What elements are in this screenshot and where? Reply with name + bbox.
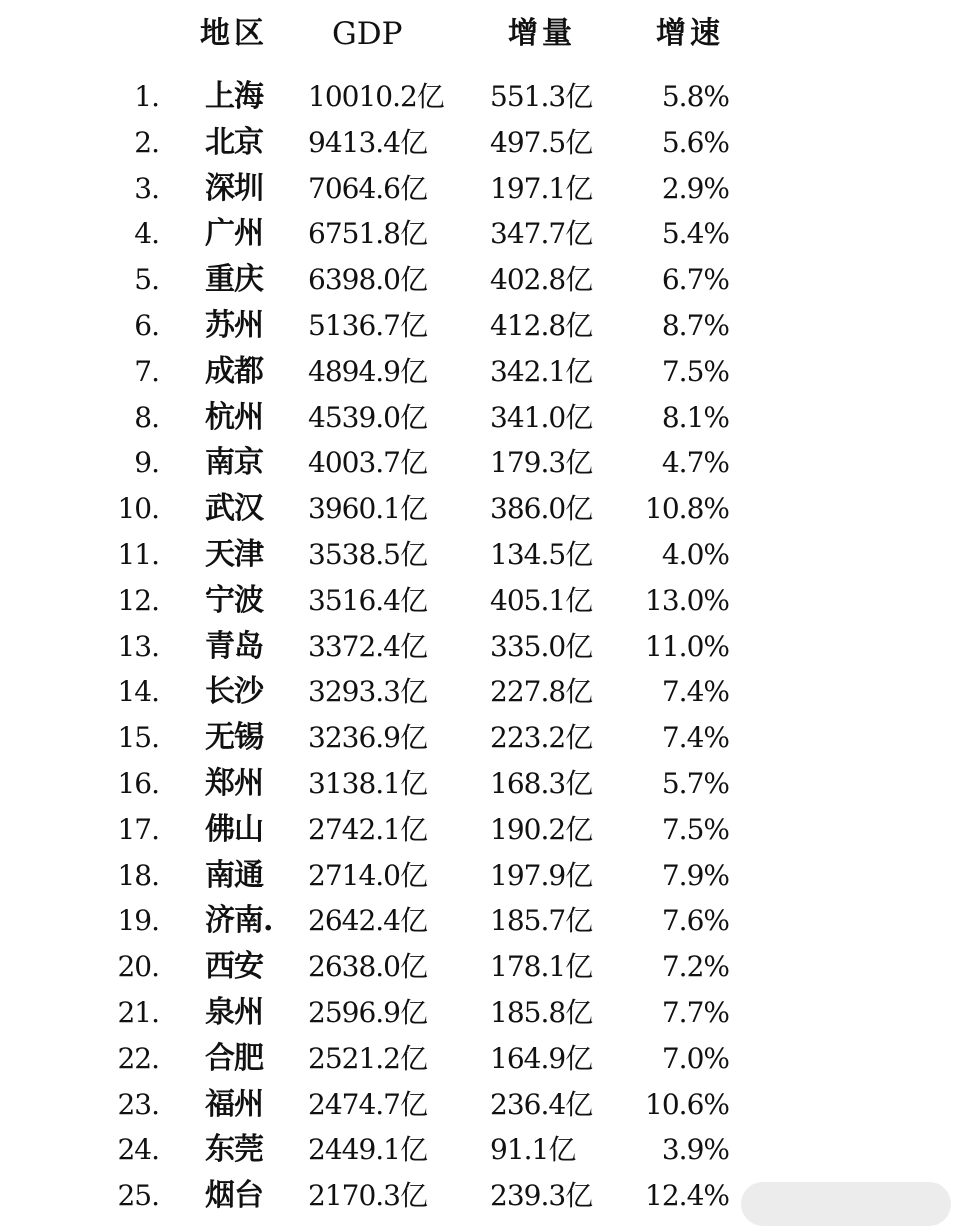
table-row (0, 990, 959, 1036)
table-row (0, 624, 959, 670)
rank-cell: 15. (117, 721, 159, 755)
table-row (0, 578, 959, 624)
rank-cell: 3. (134, 171, 159, 205)
gdp-cell: 10010.2亿 (308, 80, 444, 113)
increase-cell: 179.3亿 (490, 446, 593, 480)
city-cell: 武汉 (205, 491, 263, 527)
city-cell: 济南. (205, 903, 273, 939)
city-cell: 郑州 (205, 765, 263, 801)
growth-cell: 4.7% (661, 446, 729, 480)
gdp-cell: 2642.4亿 (308, 904, 427, 938)
gdp-cell: 6398.0亿 (308, 263, 427, 297)
gdp-cell: 3138.1亿 (308, 766, 427, 800)
increase-cell: 412.8亿 (490, 308, 593, 342)
rank-cell: 18. (117, 858, 159, 892)
city-cell: 长沙 (205, 674, 263, 710)
rank-cell: 4. (134, 217, 159, 251)
gdp-cell: 9413.4亿 (308, 125, 427, 159)
city-cell: 上海 (205, 79, 263, 114)
increase-cell: 335.0亿 (490, 629, 593, 663)
increase-cell: 197.9亿 (490, 858, 593, 892)
growth-cell: 7.5% (661, 812, 729, 846)
table-row (0, 1082, 959, 1128)
rank-cell: 20. (117, 950, 159, 984)
city-cell: 广州 (205, 216, 263, 252)
growth-cell: 2.9% (661, 171, 729, 205)
city-cell: 成都 (205, 353, 263, 389)
increase-cell: 185.8亿 (490, 995, 593, 1029)
table-row (0, 715, 959, 761)
growth-cell: 10.6% (645, 1087, 729, 1121)
city-cell: 合肥 (205, 1040, 263, 1076)
growth-cell: 7.0% (661, 1041, 729, 1075)
gdp-cell: 4894.9亿 (308, 354, 427, 388)
increase-cell: 236.4亿 (490, 1087, 593, 1121)
growth-cell: 4.0% (661, 537, 729, 571)
table-row (0, 257, 959, 303)
header-increase: 增量 (508, 16, 576, 51)
table-row (0, 761, 959, 807)
growth-cell: 5.8% (661, 80, 729, 113)
rank-cell: 17. (117, 812, 159, 846)
table-row (0, 211, 959, 257)
rank-cell: 8. (134, 400, 159, 434)
growth-cell: 5.4% (661, 217, 729, 251)
growth-cell: 12.4% (645, 1179, 729, 1213)
rank-cell: 6. (134, 308, 159, 342)
increase-cell: 342.1亿 (490, 354, 593, 388)
growth-cell: 7.6% (661, 904, 729, 938)
growth-cell: 7.4% (661, 675, 729, 709)
growth-cell: 7.4% (661, 721, 729, 755)
table-row (0, 120, 959, 166)
increase-cell: 347.7亿 (490, 217, 593, 251)
gdp-cell: 3372.4亿 (308, 629, 427, 663)
gdp-cell: 4539.0亿 (308, 400, 427, 434)
city-cell: 苏州 (205, 307, 263, 343)
increase-cell: 402.8亿 (490, 263, 593, 297)
city-cell: 西安 (205, 949, 263, 985)
city-cell: 南京 (205, 445, 263, 481)
city-cell: 无锡 (205, 720, 263, 756)
growth-cell: 5.6% (661, 125, 729, 159)
city-cell: 泉州 (205, 994, 263, 1030)
rank-cell: 13. (117, 629, 159, 663)
rank-cell: 2. (134, 125, 159, 159)
growth-cell: 7.9% (661, 858, 729, 892)
rank-cell: 1. (134, 80, 159, 113)
gdp-cell: 2170.3亿 (308, 1179, 427, 1213)
table-row (0, 349, 959, 395)
increase-cell: 386.0亿 (490, 492, 593, 526)
header-region: 地区 (200, 16, 268, 51)
increase-cell: 197.1亿 (490, 171, 593, 205)
growth-cell: 11.0% (645, 629, 729, 663)
watermark-badge (741, 1182, 951, 1226)
rank-cell: 14. (117, 675, 159, 709)
rank-cell: 24. (117, 1133, 159, 1167)
table-row (0, 303, 959, 349)
table-row (0, 853, 959, 899)
table-row (0, 807, 959, 853)
increase-cell: 341.0亿 (490, 400, 593, 434)
table-row (0, 1127, 959, 1173)
increase-cell: 134.5亿 (490, 537, 593, 571)
rank-cell: 16. (117, 766, 159, 800)
gdp-cell: 6751.8亿 (308, 217, 427, 251)
rank-cell: 12. (117, 583, 159, 617)
increase-cell: 405.1亿 (490, 583, 593, 617)
growth-cell: 3.9% (661, 1133, 729, 1167)
gdp-cell: 5136.7亿 (308, 308, 427, 342)
city-cell: 北京 (205, 124, 263, 160)
table-row (0, 898, 959, 944)
growth-cell: 13.0% (645, 583, 729, 617)
increase-cell: 178.1亿 (490, 950, 593, 984)
rank-cell: 7. (134, 354, 159, 388)
rank-cell: 11. (117, 537, 159, 571)
rank-cell: 23. (117, 1087, 159, 1121)
growth-cell: 7.2% (661, 950, 729, 984)
growth-cell: 8.1% (661, 400, 729, 434)
gdp-cell: 3516.4亿 (308, 583, 427, 617)
city-cell: 南通 (205, 857, 263, 893)
gdp-cell: 7064.6亿 (308, 171, 427, 205)
increase-cell: 91.1亿 (490, 1133, 576, 1167)
table-row (0, 486, 959, 532)
gdp-cell: 2638.0亿 (308, 950, 427, 984)
header-growth: 增速 (656, 16, 724, 51)
table-row (0, 669, 959, 715)
gdp-cell: 2596.9亿 (308, 995, 427, 1029)
increase-cell: 227.8亿 (490, 675, 593, 709)
growth-cell: 5.7% (661, 766, 729, 800)
rank-cell: 19. (117, 904, 159, 938)
table-header (0, 12, 959, 56)
city-cell: 佛山 (205, 811, 263, 847)
table-row (0, 532, 959, 578)
gdp-cell: 3538.5亿 (308, 537, 427, 571)
gdp-cell: 2521.2亿 (308, 1041, 427, 1075)
rank-cell: 5. (134, 263, 159, 297)
table-row (0, 395, 959, 441)
city-cell: 烟台 (205, 1178, 263, 1214)
gdp-cell: 2449.1亿 (308, 1133, 427, 1167)
gdp-cell: 3236.9亿 (308, 721, 427, 755)
gdp-cell: 2474.7亿 (308, 1087, 427, 1121)
table-row (0, 944, 959, 990)
header-gdp: GDP (332, 16, 403, 52)
increase-cell: 551.3亿 (490, 80, 593, 113)
city-cell: 东莞 (205, 1132, 263, 1168)
increase-cell: 497.5亿 (490, 125, 593, 159)
table-row (0, 1036, 959, 1082)
gdp-cell: 3293.3亿 (308, 675, 427, 709)
city-cell: 深圳 (205, 170, 263, 206)
city-cell: 杭州 (205, 399, 263, 435)
rank-cell: 10. (117, 492, 159, 526)
gdp-cell: 2714.0亿 (308, 858, 427, 892)
rank-cell: 9. (134, 446, 159, 480)
table-row (0, 74, 959, 120)
increase-cell: 239.3亿 (490, 1179, 593, 1213)
growth-cell: 6.7% (661, 263, 729, 297)
city-cell: 福州 (205, 1086, 263, 1122)
increase-cell: 190.2亿 (490, 812, 593, 846)
city-cell: 重庆 (205, 262, 263, 298)
increase-cell: 168.3亿 (490, 766, 593, 800)
growth-cell: 8.7% (661, 308, 729, 342)
growth-cell: 7.5% (661, 354, 729, 388)
city-cell: 青岛 (205, 628, 263, 664)
increase-cell: 164.9亿 (490, 1041, 593, 1075)
growth-cell: 10.8% (645, 492, 729, 526)
increase-cell: 223.2亿 (490, 721, 593, 755)
rank-cell: 22. (117, 1041, 159, 1075)
table-body (0, 74, 959, 1219)
city-cell: 宁波 (205, 582, 263, 618)
rank-cell: 25. (117, 1179, 159, 1213)
gdp-cell: 4003.7亿 (308, 446, 427, 480)
increase-cell: 185.7亿 (490, 904, 593, 938)
gdp-cell: 3960.1亿 (308, 492, 427, 526)
table-row (0, 440, 959, 486)
city-cell: 天津 (205, 536, 263, 572)
growth-cell: 7.7% (661, 995, 729, 1029)
gdp-cell: 2742.1亿 (308, 812, 427, 846)
table-row (0, 166, 959, 212)
rank-cell: 21. (117, 995, 159, 1029)
